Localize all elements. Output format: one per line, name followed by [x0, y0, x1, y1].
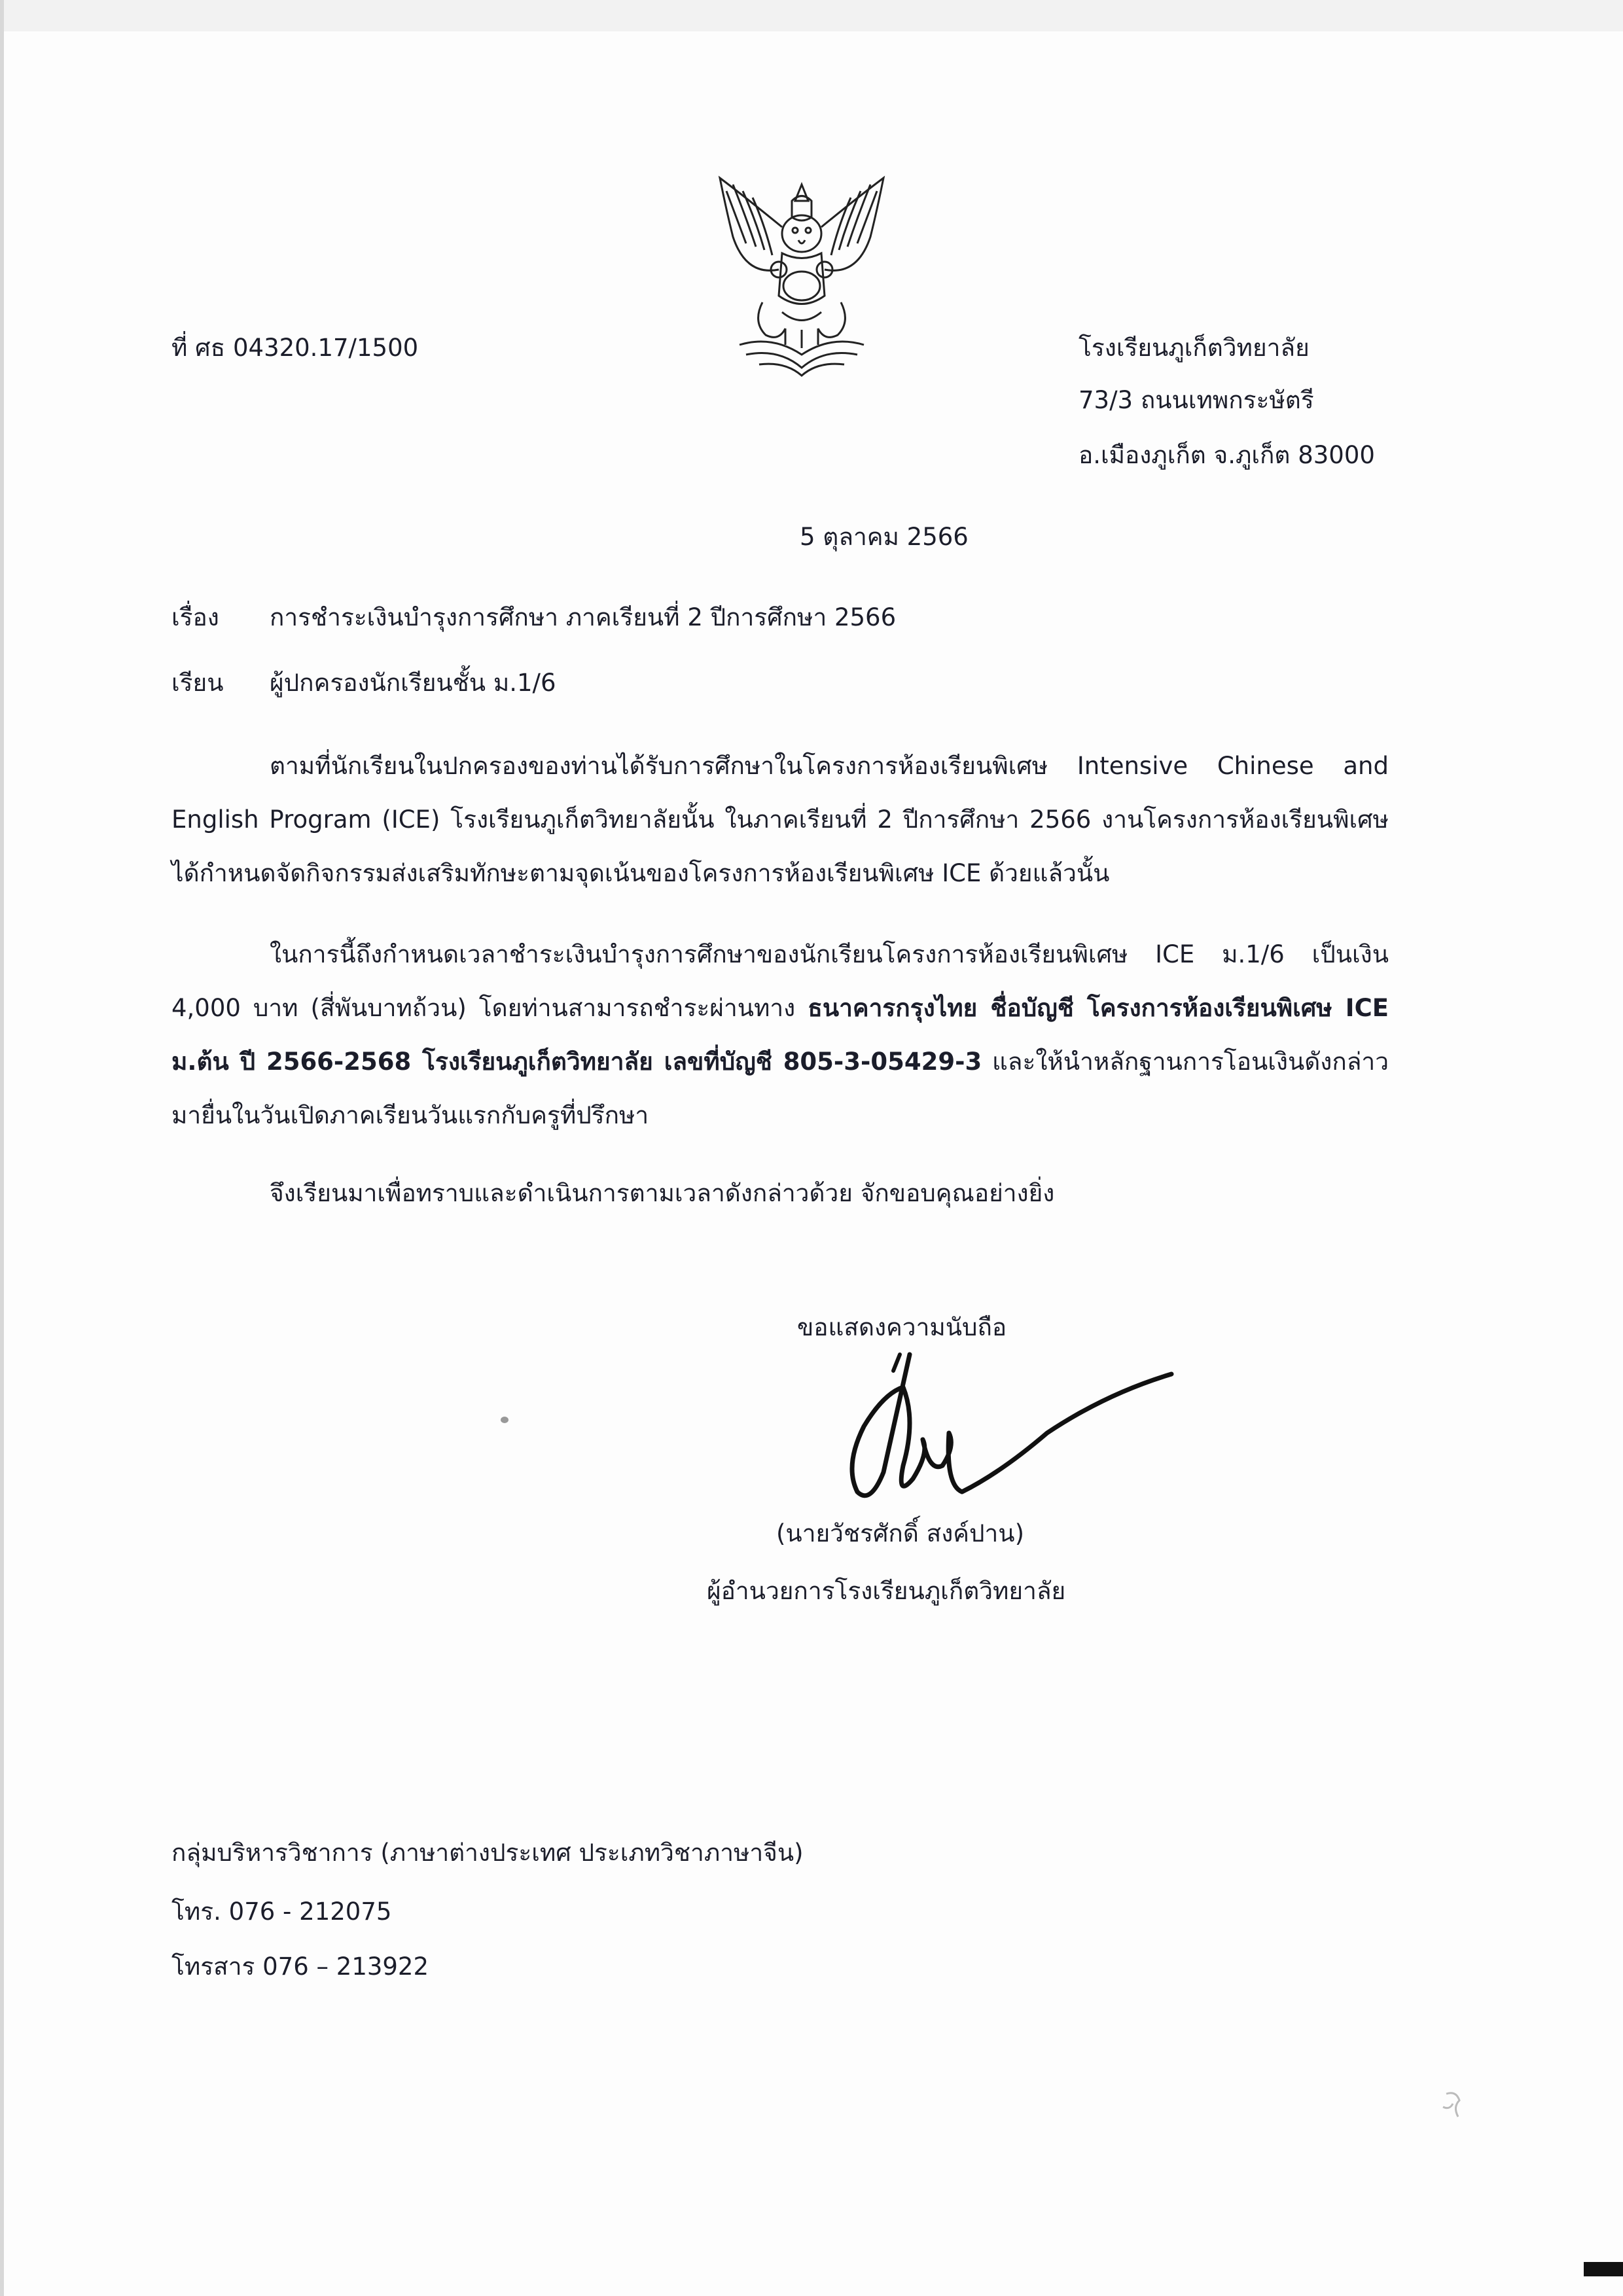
- footer-department: กลุ่มบริหารวิชาการ (ภาษาต่างประเทศ ประเภทวิชาภาษาจีน): [171, 1839, 804, 1867]
- bank-account-details: ธนาคารกรุงไทย ชื่อบัญชี โครงการห้องเรียนพิเศษ ICE ม.ต้น ปี 2566-2568 โรงเรียนภูเก็ตวิทยาลัย เลขที่บัญชี 805-3-05429-3: [171, 994, 1389, 1076]
- school-name: โรงเรียนภูเก็ตวิทยาลัย: [1079, 334, 1310, 362]
- scan-edge-bottom: [1584, 2262, 1623, 2276]
- recipient-label: เรียน: [171, 669, 224, 697]
- body-paragraph-2: [171, 928, 1389, 1142]
- recipient-text: ผู้ปกครองนักเรียนชั้น ม.1/6: [270, 669, 556, 697]
- subject-text: การชำระเงินบำรุงการศึกษา ภาคเรียนที่ 2 ปีการศึกษา 2566: [270, 603, 897, 631]
- signatory-title: ผู้อำนวยการโรงเรียนภูเก็ตวิทยาลัย: [707, 1577, 1066, 1605]
- closing-salutation: ขอแสดงความนับถือ: [797, 1313, 1007, 1341]
- garuda-emblem-icon: [707, 171, 897, 380]
- scan-mark: [1440, 2087, 1466, 2120]
- address-line-2: อ.เมืองภูเก็ต จ.ภูเก็ต 83000: [1079, 441, 1375, 469]
- subject-label: เรื่อง: [171, 603, 219, 631]
- signature: [831, 1341, 1185, 1531]
- footer-phone: โทร. 076 - 212075: [171, 1898, 392, 1926]
- footer-fax: โทรสาร 076 – 213922: [171, 1952, 429, 1981]
- para2-end: และให้นำหลักฐานการโอนเงินดังกล่าวมายื่นในวันเปิดภาคเรียนวันแรกกับครูที่ปรึกษา: [171, 1048, 1389, 1129]
- scan-edge-top: [0, 0, 1623, 31]
- body-paragraph-1: ตามที่นักเรียนในปกครองของท่านได้รับการศึกษาในโครงการห้องเรียนพิเศษ Intensive Chinese and English Program (ICE) โรงเรียนภูเก็ตวิทยาลัยนั้น ในภาคเรียนที่ 2 ปีการศึกษา 2566 งานโครงการห้องเรียนพิเศษได้กำหนดจัดกิจกรรมส่งเสริมทักษะตามจุดเน้นของโครงการห้องเรียนพิเศษ ICE ด้วยแล้วนั้น: [171, 752, 1389, 887]
- reference-number: ที่ ศธ 04320.17/1500: [171, 334, 419, 362]
- para2-start: ในการนี้ถึงกำหนดเวลาชำระเงินบำรุงการศึกษาของนักเรียนโครงการห้องเรียนพิเศษ ICE ม.1/6 เป็นเงิน 4,000 บาท (สี่พันบาทถ้วน) โดยท่านสามารถชำระผ่านทาง: [171, 940, 1389, 1022]
- scan-edge-left: [0, 0, 4, 2296]
- signatory-name: (นายวัชรศักดิ์ สงค์ปาน): [776, 1519, 1025, 1547]
- letter-date: 5 ตุลาคม 2566: [800, 523, 969, 551]
- address-line-1: 73/3 ถนนเทพกระษัตรี: [1079, 386, 1314, 414]
- scan-smudge: [501, 1417, 508, 1423]
- body-paragraph-3: จึงเรียนมาเพื่อทราบและดำเนินการตามเวลาดังกล่าวด้วย จักขอบคุณอย่างยิ่ง: [270, 1179, 1055, 1207]
